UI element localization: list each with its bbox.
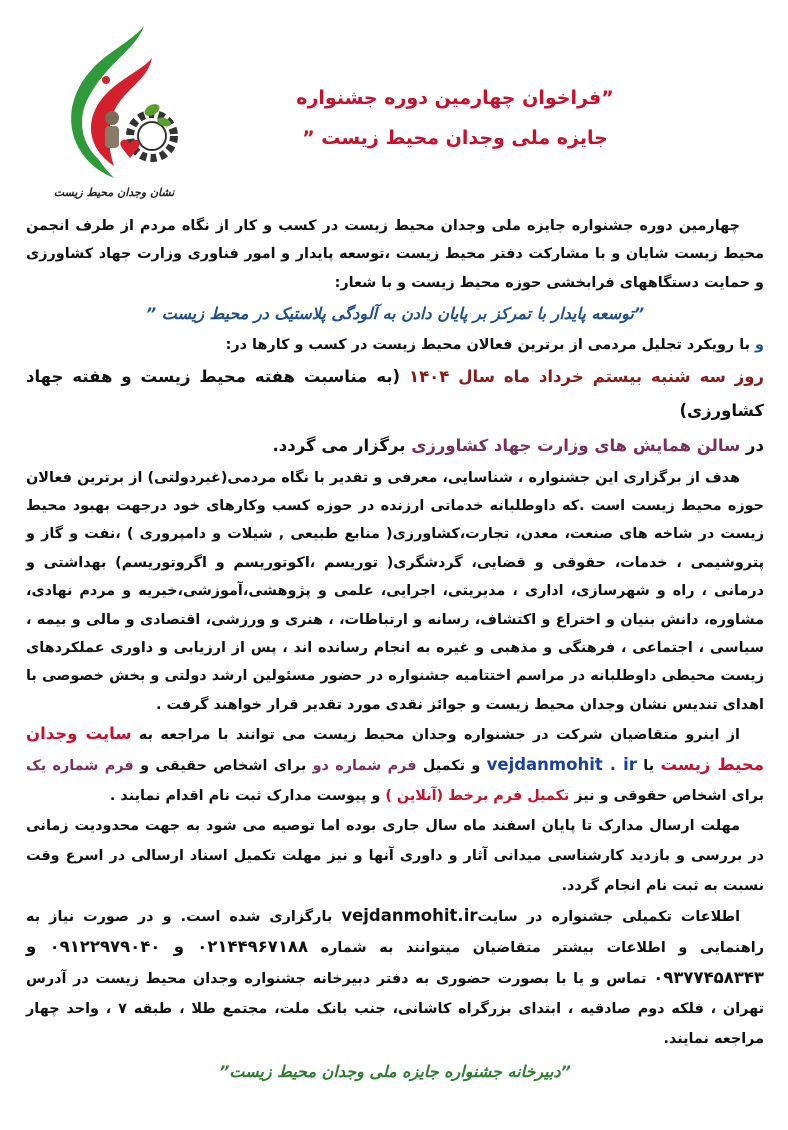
registration-or: یا	[636, 758, 661, 775]
event-date: روز سه شنبه بیستم خرداد ماه سال ۱۴۰۴	[409, 366, 764, 386]
venue-suffix: برگزار می گردد.	[272, 435, 412, 455]
registration-text-d: برای اشخاص حقوقی و نیز	[569, 788, 764, 805]
event-occasion: (به مناسبت هفته محیط زیست و هفته جهاد کشاورزی)	[26, 366, 764, 420]
event-date-paragraph	[26, 360, 764, 428]
registration-text-e: و پیوست مدارک ثبت نام اقدام نمایند .	[109, 788, 386, 805]
slogan: ”توسعه پایدار با تمرکز بر پایان دادن به آلودگی پلاستیک در محیط زیست ”	[145, 304, 645, 324]
goal-paragraph: هدف از برگزاری این جشنواره ، شناسایی، معرفی و تقدیر با نگاه مردمی(غیردولتی) از برترین فعالان حوزه محیط زیست است .که داوطلبانه خدماتی ارزنده در حوزه کسب وکارهای خود درجهت بهبود محیط زیست در شاخه های صنعت، معدن، تجارت،کشاورزی( منابع طبیعی , شیلات و دامپروری ) ،نفت و گاز و پتروشیمی ، خدمات، حقوقی و قضایی، گردشگری( توریسم ،اکوتوریسم و اگروتوریسم) بهداشتی و درمانی ، راه و شهرسازی، اداری ، مدیریتی، اجرایی، علمی و پژوهشی،آموزشی،خیریه و مردم نهادی، مشاوره، دانش بنیان و اختراع و اکتشاف، رسانه و ارتباطات، ، هنری و ورزشی، اقتصادی و مالی و بیمه ، سیاسی ، اجتماعی ، فرهنگی و مذهبی و غیره به انجام رسانده اند ، پس از ارزیابی و داوری عملکردهای زیست محیطی داوطلبانه در مراسم اختتامیه جشنواره در حضور مسئولین ارشد دولتی و بخش خصوصی با اهدای تندیس نشان وجدان محیط زیست و جوائز نقدی مورد تقدیر قرار خواهند گرفت .	[26, 469, 764, 713]
website-label: سایت وجدان محیط زیست	[26, 724, 764, 775]
registration-text-c: برای اشخاص حقیقی و	[133, 758, 313, 775]
festival-logo	[44, 18, 184, 208]
approach-text: با رویکرد تجلیل مردمی از برترین فعالان محیط زیست در کسب و کارها در:	[225, 337, 756, 354]
contact-text-b: بارگزاری شده است. و در صورت نیاز به راهنمایی و اطلاعات بیشتر متقاضیان میتوانند به شماره	[26, 909, 764, 957]
secretariat-signature: ”دبیرخانه جشنواره جایزه ملی وجدان محیط زیست”	[219, 1062, 571, 1082]
deadline-paragraph: مهلت ارسال مدارک تا پایان اسفند ماه سال جاری بوده اما توصیه می شود به جهت محدودیت زمانی در بررسی و بازدید کارشناسی میدانی آثار و داوری آنها و نیز مهلت تکمیل اسناد ارسالی در اسرع وقت نسبت به ثبت نام انجام گردد.	[26, 818, 764, 895]
contact-text-a: اطلاعات تکمیلی جشنواره در سایت	[477, 909, 740, 926]
contact-address: تماس و یا با بصورت حضوری به دفتر دبیرخانه جشنواره وجدان محیط زیست در آدرس تهران ، فلکه دوم صادقیه ، ابتدای بزرگراه کاشانی، جنب بانک ملت، مجتمع طلا ، طبقه ۷ ، واحد چهار مراجعه نمایند.	[26, 971, 764, 1048]
header	[195, 78, 715, 158]
registration-text-a: از اینرو متقاضیان شرکت در جشنواره وجدان محیط زیست می توانند با مراجعه به	[131, 727, 740, 744]
event-venue: سالن همایش های وزارت جهاد کشاورزی	[411, 435, 741, 455]
title-line-2: جایزه ملی وجدان محیط زیست ”	[302, 127, 608, 149]
intro-paragraph: چهارمین دوره جشنواره جایزه ملی وجدان محیط زیست در کسب و کار از نگاه مردم از طرف انجمن محیط زیست شایان و با مشارکت دفتر محیط زیست ،توسعه پایدار و امور فناوری وزارت جهاد کشاورزی و حمایت دستگاههای فرابخشی حوزه محیط زیست و با شعار:	[26, 218, 764, 291]
registration-paragraph	[26, 719, 764, 811]
venue-paragraph	[26, 428, 764, 464]
online-form-label: تکمیل فرم برخط (آنلاین )	[385, 788, 570, 805]
contact-website-link[interactable]: vejdanmohit.ir	[341, 906, 478, 926]
form-two-label: فرم شماره دو	[312, 758, 417, 775]
phone-numbers: ۰۲۱۴۴۹۶۷۱۸۸ و ۰۹۱۲۲۹۷۹۰۴۰ و ۰۹۳۷۷۴۵۸۳۴۳	[26, 937, 764, 988]
venue-prefix: در	[740, 435, 764, 455]
logo-figure	[105, 111, 119, 125]
website-link[interactable]: vejdanmohit . ir	[486, 755, 637, 775]
logo-caption: نشان وجدان محیط زیست	[53, 186, 175, 199]
document-body	[26, 212, 764, 1090]
and-word: و	[755, 337, 764, 354]
contact-paragraph	[26, 901, 764, 1054]
approach-paragraph	[26, 331, 764, 359]
registration-text-b: و تکمیل	[416, 758, 487, 775]
form-one-label: فرم شماره یک	[26, 758, 134, 775]
title-line-1: ”فراخوان چهارمین دوره جشنواره	[296, 87, 614, 109]
